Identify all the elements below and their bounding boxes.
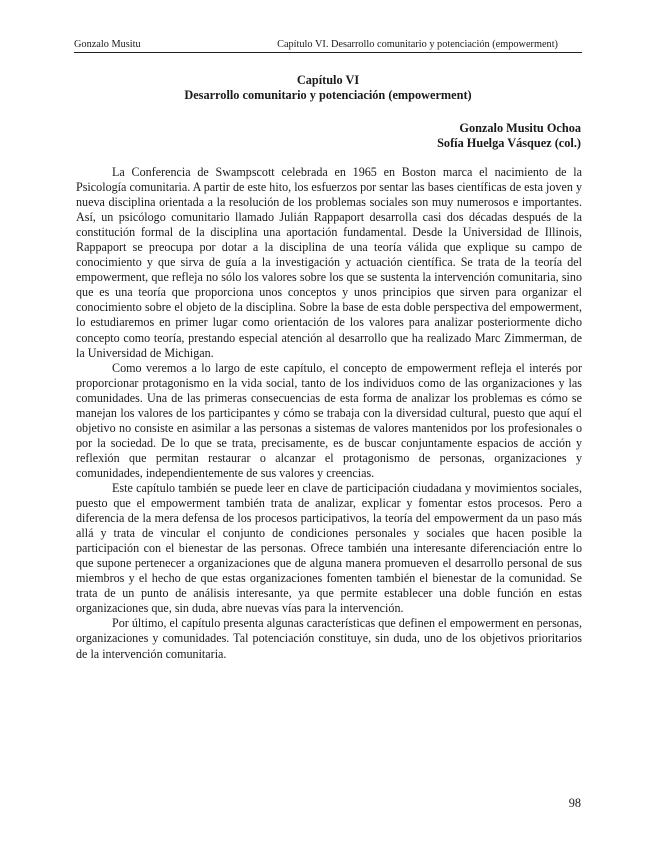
chapter-heading: [74, 73, 582, 103]
header-author: Gonzalo Musitu: [74, 39, 141, 50]
author-collaborator: Sofía Huelga Vásquez (col.): [437, 136, 581, 150]
paragraph-2: Como veremos a lo largo de este capítulo, el concepto de empowerment refleja el interés por proporcionar protagonismo en la vida social, tanto de los individuos como de las organizaciones y las comunidades. Una de las primeras consecuencias de esta forma de analizar los problemas es cómo se manejan los valores de los participantes y cómo se trabaja con la diversidad cultural, puesto que aquí el objetivo no consiste en asimilar a las personas a sistemas de valores mantenidos por los profesionales o por la sociedad. De lo que se trata, precisamente, es de buscar conjuntamente espacios de acción y reflexión que permitan restaurar o alcanzar el protagonismo de personas, organizaciones y comunidades, independientemente de sus valores y creencias.: [76, 360, 582, 480]
paragraph-1: La Conferencia de Swampscott celebrada en 1965 en Boston marca el nacimiento de la Psicología comunitaria. A partir de este hito, los esfuerzos por sentar las bases científicas de esta joven y nueva disciplina orientada a la resolución de los problemas sociales son muy numerosos e importantes. Así, un psicólogo comunitario llamado Julián Rappaport desarrolla casi dos décadas después de la constitución formal de la disciplina una aportación fundamental. Desde la Universidad de Illinois, Rappaport se preocupa por dotar a la disciplina de una teoría válida que explique su campo de conocimiento y que sirva de guía a la investigación y actuación científica. Se trata de la teoría del empowerment, que refleja no sólo los valores sobre los que se sustenta la intervención comunitaria, sino que es una teoría que proporciona unos conceptos y unos principios que sirven para organizar el conocimiento sobre el objeto de la disciplina. Sobre la base de esta doble perspectiva del empowerment, lo estudiaremos en primer lugar como orientación de los valores para analizar posteriormente dicho concepto como teoría, prestando especial atención al desarrollo que ha realizado Marc Zimmerman, de la Universidad de Michigan.: [76, 165, 582, 360]
chapter-title: Desarrollo comunitario y potenciación (empowerment): [184, 88, 472, 102]
running-header: [74, 38, 582, 53]
body-text: [76, 165, 582, 662]
header-chapter-title: Capítulo VI. Desarrollo comunitario y potenciación (empowerment): [277, 39, 558, 50]
page-number: 98: [568, 796, 581, 810]
paragraph-3: Este capítulo también se puede leer en clave de participación ciudadana y movimientos sociales, puesto que el empowerment también trata de analizar, explicar y fomentar estos procesos. Pero a diferencia de la mera defensa de los procesos participativos, la teoría del empowerment da un paso más allá y trata de vincular el conjunto de condiciones personales y sociales que hacen posible la participación con el bienestar de las personas. Ofrece también una interesante diferenciación entre lo que supone pertenecer a organizaciones que de alguna manera promueven el desarrollo personal de sus miembros y el hecho de que estas organizaciones fomenten también el bienestar de la comunidad. Se trata de un punto de análisis interesante, ya que permite establecer una doble función en estas organizaciones que, sin duda, abre nuevas vías para la intervención.: [76, 480, 582, 616]
author-primary: Gonzalo Musitu Ochoa: [459, 121, 581, 135]
paragraph-4: Por último, el capítulo presenta algunas características que definen el empowerment en personas, organizaciones y comunidades. Tal potenciación constituye, sin duda, uno de los objetivos prioritarios de la intervención comunitaria.: [76, 616, 582, 661]
chapter-number: Capítulo VI: [296, 73, 360, 87]
author-block: [74, 121, 581, 151]
